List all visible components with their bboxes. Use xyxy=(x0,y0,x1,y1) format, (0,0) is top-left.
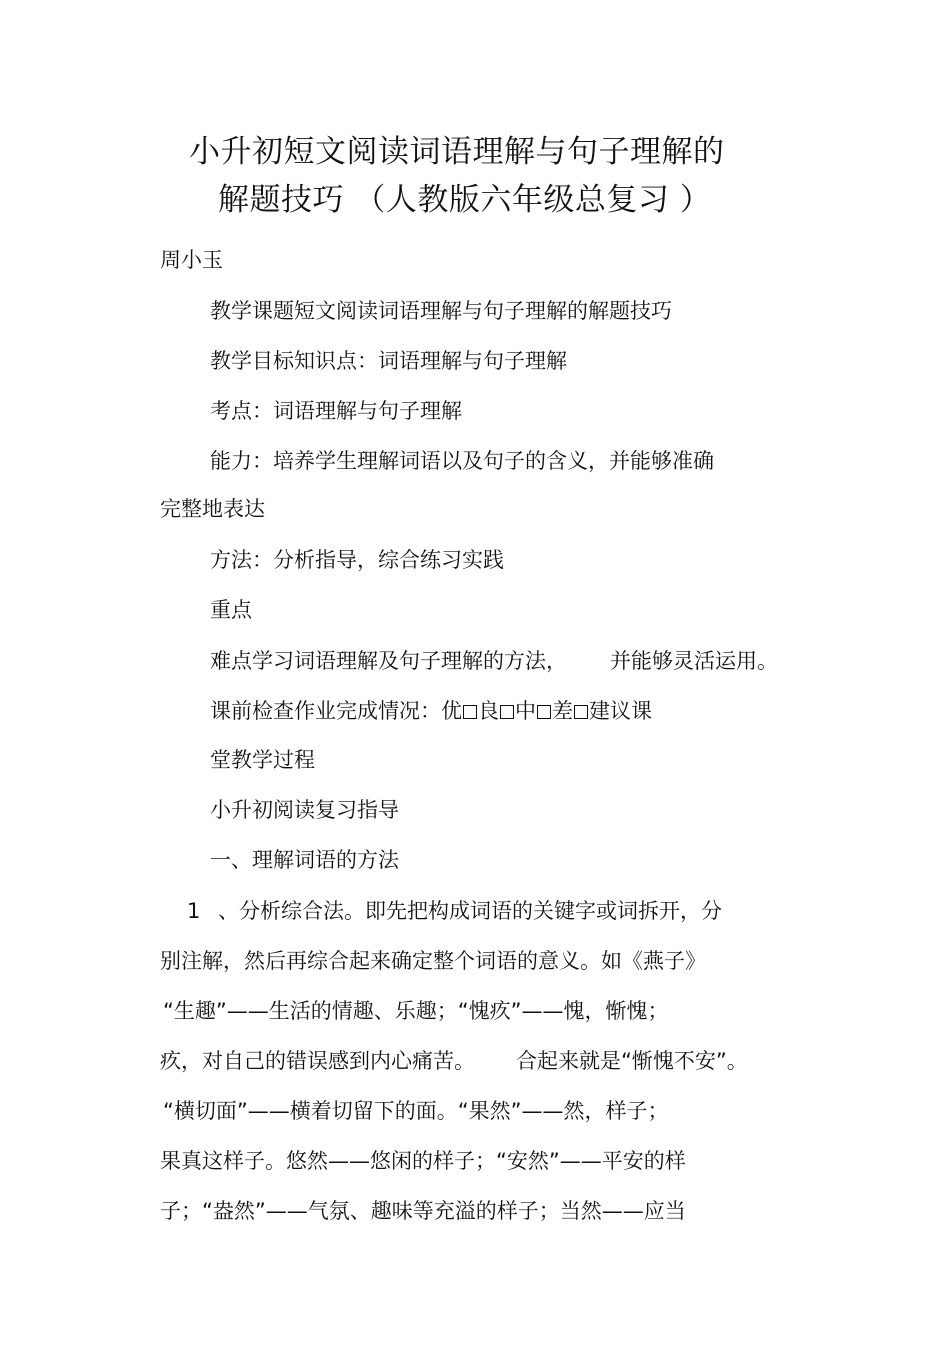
teaching-goal: 教学目标知识点：词语理解与句子理解 xyxy=(210,349,567,373)
grade-mid-label: 中 xyxy=(515,699,536,723)
method-line: 方法：分析指导，综合练习实践 xyxy=(210,548,504,572)
difficulty-line-a: 难点学习词语理解及句子理解的方法， xyxy=(210,649,567,673)
difficulty-line-b: 并能够灵活运用。 xyxy=(610,649,778,673)
teaching-topic: 教学课题短文阅读词语理解与句子理解的解题技巧 xyxy=(210,299,672,323)
grade-poor-label: 差 xyxy=(552,699,573,723)
author-name: 周小玉 xyxy=(160,248,223,272)
item-1-line-a: 、分析综合法。即先把构成词语的关键字或词拆开，分 xyxy=(218,899,722,923)
homework-check-lead: 课前检查作业完成情况： xyxy=(210,699,441,723)
document-title-line-1: 小升初短文阅读词语理解与句子理解的 xyxy=(189,134,725,170)
document-title-line-2: 解题技巧 （人教版六年级总复习 ） xyxy=(218,182,712,218)
grade-mid-checkbox[interactable] xyxy=(537,705,551,719)
key-point: 重点 xyxy=(210,598,252,622)
example-line-2a: 疚，对自己的错误感到内心痛苦。 xyxy=(160,1049,475,1073)
item-1-line-b: 别注解，然后再综合起来确定整个词语的意义。如《燕子》 xyxy=(160,949,706,973)
exam-point: 考点：词语理解与句子理解 xyxy=(210,399,462,423)
example-line-3: “横切面”——横着切留下的面。“果然”——然，样子； xyxy=(163,1099,669,1123)
homework-check-tail: 建议课 xyxy=(589,699,652,723)
example-line-2b: 合起来就是“惭愧不安”。 xyxy=(516,1049,748,1073)
teaching-process: 堂教学过程 xyxy=(210,748,315,772)
section-heading-1: 一、理解词语的方法 xyxy=(210,848,399,872)
grade-good-checkbox[interactable] xyxy=(463,705,477,719)
grade-fair-label: 良 xyxy=(478,699,499,723)
grade-poor-checkbox[interactable] xyxy=(574,705,588,719)
example-line-4: 果真这样子。悠然——悠闲的样子；“安然”——平安的样 xyxy=(160,1149,686,1173)
example-line-5: 子；“盎然”——气氛、趣味等充溢的样子；当然——应当 xyxy=(160,1199,686,1223)
example-line-1: “生趣”——生活的情趣、乐趣；“愧疚”——愧，惭愧； xyxy=(163,999,669,1023)
grade-fair-checkbox[interactable] xyxy=(500,705,514,719)
homework-check-line xyxy=(210,696,652,726)
ability-line-1: 能力：培养学生理解词语以及句子的含义，并能够准确 xyxy=(210,449,714,473)
ability-line-2: 完整地表达 xyxy=(160,497,265,521)
review-guide-heading: 小升初阅读复习指导 xyxy=(210,798,399,822)
grade-good-label: 优 xyxy=(441,699,462,723)
item-1-number: 1 xyxy=(187,899,201,923)
